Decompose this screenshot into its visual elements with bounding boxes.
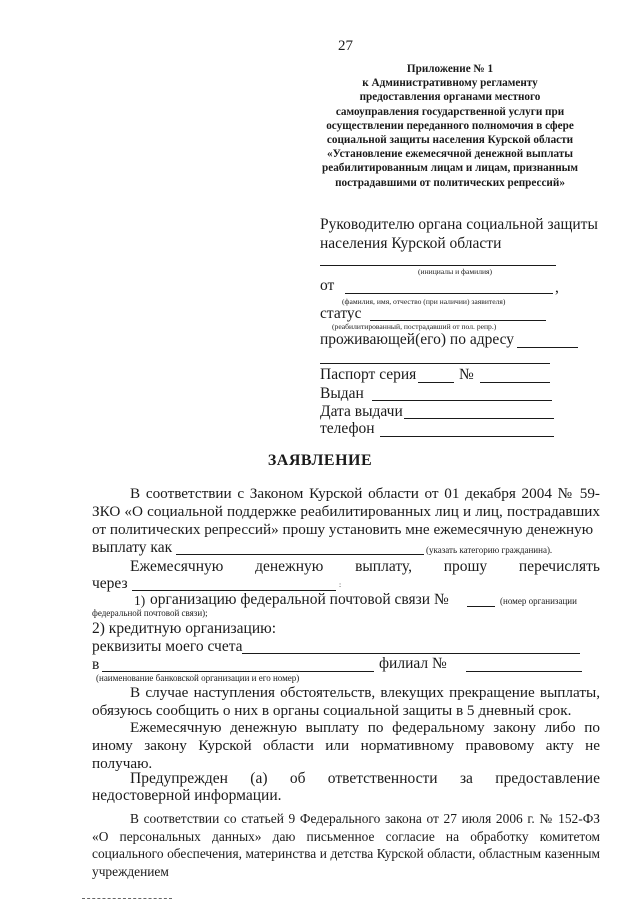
benefit-as-label: выплату как <box>92 539 173 556</box>
addressee-line-2: населения Курской области <box>320 235 502 252</box>
passport-number-sign: № <box>459 366 474 383</box>
appendix-line: социальной защиты населения Курской области <box>326 134 574 147</box>
word: за <box>459 770 473 787</box>
from-label: от <box>320 277 335 294</box>
word: Ежемесячную <box>130 558 224 575</box>
issue-date-label: Дата выдачи <box>320 403 403 420</box>
paragraph-personal-data: В соответствии со статьей 9 Федерального закона от 27 июля 2006 г. № 152-ФЗ «О персональных данных» даю письменное согласие на обработку комитетом социального обеспечения, материнства и детства Курской области, областным казенным учреждением <box>92 811 600 879</box>
appendix-header <box>300 62 600 190</box>
issued-label: Выдан <box>320 385 364 402</box>
address-line-2[interactable] <box>320 363 550 364</box>
status-note: (реабилитированный, пострадавший от пол. репр.) <box>332 322 497 331</box>
transfer-line <box>130 558 600 576</box>
appendix-line: пострадавшими от политических репрессий» <box>335 176 565 189</box>
option-1-note-2: федеральной почтовой связи); <box>92 608 208 618</box>
paragraph-no-other-benefit: Ежемесячную денежную выплату по федеральному закону либо по иному закону Курской области или нормативному правовому акту не получаю. <box>92 719 600 772</box>
address-line-1[interactable] <box>517 347 578 348</box>
issued-line[interactable] <box>372 400 552 401</box>
post-office-number-line[interactable] <box>467 606 495 607</box>
word: выплату, <box>355 558 412 575</box>
word: (а) <box>250 770 268 787</box>
word: об <box>289 770 306 787</box>
passport-series-line[interactable] <box>418 382 454 383</box>
option-1-prefix: 1) <box>134 593 146 608</box>
category-note: (указать категорию гражданина). <box>426 545 553 555</box>
branch-label: филиал № <box>379 655 447 672</box>
option-2-text: 2) кредитную организацию: <box>92 620 277 637</box>
word: перечислять <box>518 558 600 575</box>
initials-line[interactable] <box>320 265 556 266</box>
initials-note: (инициалы и фамилия) <box>418 267 493 276</box>
word: Предупрежден <box>130 770 228 787</box>
appendix-line: «Установление ежемесячной денежной выплаты <box>326 148 574 161</box>
word: денежную <box>255 558 324 575</box>
appendix-line: осуществлении переданного полномочия в сфере <box>326 119 574 132</box>
appendix-line: к Административному регламенту <box>362 77 538 90</box>
document-title: ЗАЯВЛЕНИЕ <box>267 452 373 469</box>
status-label: статус <box>320 305 362 322</box>
bank-line[interactable] <box>102 671 374 672</box>
through-label: через <box>92 575 128 592</box>
paragraph-notify: В случае наступления обстоятельств, влекущих прекращение выплаты, обязуюсь сообщить о них в органы социальной защиты в 5 дневный срок. <box>92 684 600 719</box>
appendix-line: предоставления органами местного <box>359 91 541 104</box>
through-colon: : <box>339 580 342 589</box>
category-line[interactable] <box>176 554 424 555</box>
bank-in-label: в <box>92 656 100 673</box>
appendix-line: реабилитированным лицам и лицам, признанным <box>322 162 578 175</box>
phone-line[interactable] <box>380 436 554 437</box>
residing-label: проживающей(его) по адресу <box>320 331 515 348</box>
from-comma: , <box>555 279 559 296</box>
issue-date-line[interactable] <box>404 418 554 419</box>
warning-line-2: недостоверной информации. <box>92 787 282 804</box>
option-1-text: организацию федеральной почтовой связи № <box>150 591 449 608</box>
account-line[interactable] <box>242 653 580 654</box>
phone-label: телефон <box>320 420 375 437</box>
word: предоставление <box>495 770 600 787</box>
option-1-note: (номер организации <box>500 596 577 606</box>
from-line[interactable] <box>345 293 553 294</box>
passport-label: Паспорт серия <box>320 366 417 383</box>
passport-number-line[interactable] <box>480 382 550 383</box>
branch-line[interactable] <box>466 671 582 672</box>
appendix-line: самоуправления государственной услуги при <box>335 105 565 118</box>
word: прошу <box>443 558 488 575</box>
account-label: реквизиты моего счета <box>92 638 243 655</box>
page-number: 27 <box>338 38 353 54</box>
footer-rule <box>82 898 172 899</box>
from-note: (фамилия, имя, отчество (при наличии) заявителя) <box>342 297 506 306</box>
status-line[interactable] <box>370 320 546 321</box>
addressee-line-1: Руководителю органа социальной защиты <box>320 216 598 233</box>
word: ответственности <box>327 770 438 787</box>
paragraph-law: В соответствии с Законом Курской области от 01 декабря 2004 № 59-ЗКО «О социальной поддержке реабилитированных лиц и лиц, пострадавших от политических репрессий» прошу установить мне ежемесячную денежную <box>92 485 600 538</box>
appendix-line: Приложение № 1 <box>406 63 494 75</box>
bank-note: (наименование банковской организации и его номер) <box>96 673 300 683</box>
warning-line <box>130 770 600 788</box>
